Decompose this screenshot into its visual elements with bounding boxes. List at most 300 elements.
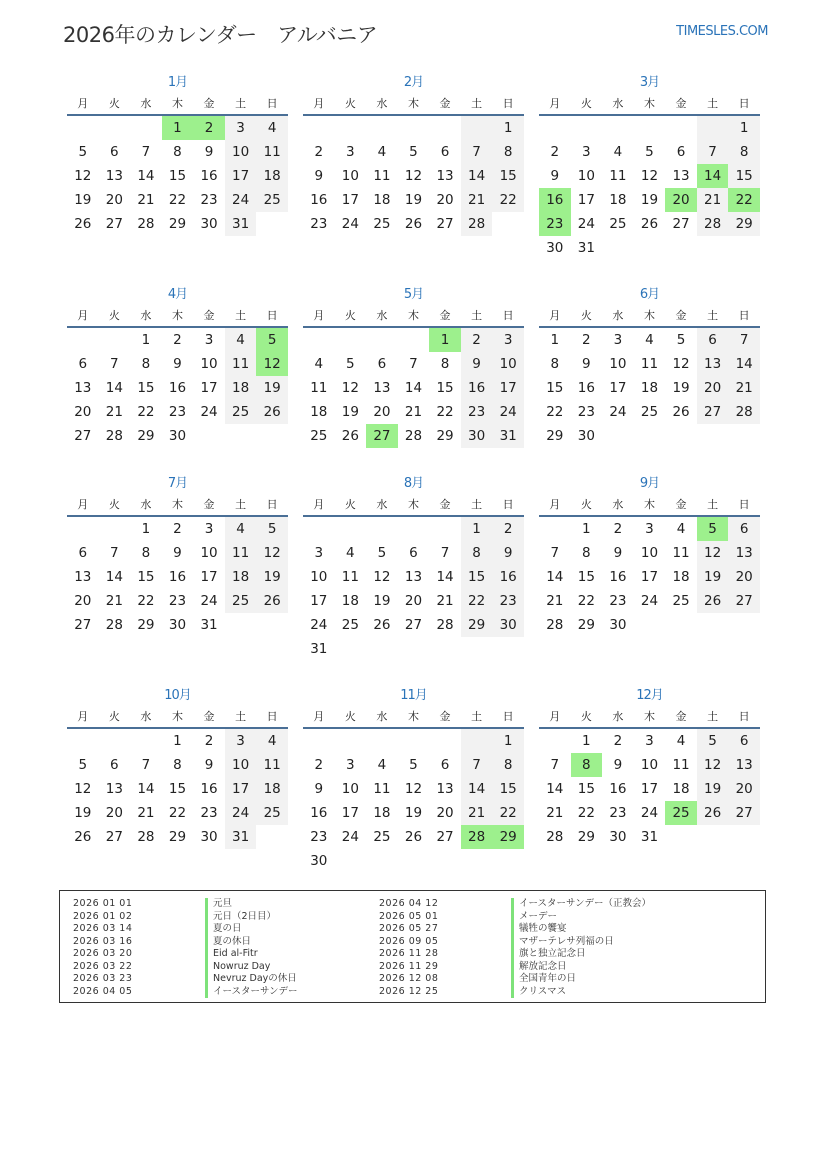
day-cell[interactable]: 11 <box>310 380 328 396</box>
day-cell[interactable]: 23 <box>200 192 218 208</box>
day-cell[interactable]: 16 <box>609 781 627 797</box>
day-cell[interactable]: 29 <box>577 829 595 845</box>
day-cell[interactable]: 25 <box>665 801 697 825</box>
day-cell[interactable]: 19 <box>697 565 729 589</box>
day-cell[interactable]: 11 <box>256 753 288 777</box>
day-cell[interactable]: 1 <box>550 332 560 348</box>
day-cell[interactable]: 22 <box>137 404 155 420</box>
day-cell[interactable]: 23 <box>200 805 218 821</box>
day-cell[interactable]: 16 <box>461 376 493 400</box>
day-cell[interactable]: 8 <box>440 356 450 372</box>
day-cell[interactable]: 27 <box>366 424 398 448</box>
day-cell[interactable]: 22 <box>492 801 524 825</box>
day-cell[interactable]: 4 <box>314 356 324 372</box>
day-cell[interactable]: 28 <box>105 617 123 633</box>
day-cell[interactable]: 30 <box>168 428 187 444</box>
day-cell[interactable]: 19 <box>640 192 659 208</box>
day-cell[interactable]: 29 <box>492 825 524 849</box>
day-cell[interactable]: 25 <box>310 428 328 444</box>
day-cell[interactable]: 30 <box>609 617 627 633</box>
day-cell[interactable]: 24 <box>341 829 359 845</box>
day-cell[interactable]: 17 <box>492 376 524 400</box>
day-cell[interactable]: 15 <box>577 569 595 585</box>
day-cell[interactable]: 3 <box>346 144 355 160</box>
day-cell[interactable]: 30 <box>492 613 524 637</box>
day-cell[interactable]: 3 <box>645 733 654 749</box>
day-cell[interactable]: 2 <box>314 757 324 773</box>
day-cell[interactable]: 20 <box>404 593 423 609</box>
day-cell[interactable]: 16 <box>200 781 218 797</box>
day-cell[interactable]: 11 <box>225 541 257 565</box>
day-cell[interactable]: 14 <box>137 781 155 797</box>
day-cell[interactable]: 22 <box>577 805 595 821</box>
day-cell[interactable]: 18 <box>341 593 359 609</box>
day-cell[interactable]: 22 <box>436 404 454 420</box>
day-cell[interactable]: 14 <box>546 781 564 797</box>
day-cell[interactable]: 26 <box>256 589 288 613</box>
day-cell[interactable]: 18 <box>225 565 257 589</box>
day-cell[interactable]: 26 <box>697 589 729 613</box>
day-cell[interactable]: 16 <box>200 168 218 184</box>
day-cell[interactable]: 22 <box>168 192 187 208</box>
day-cell[interactable]: 20 <box>728 777 760 801</box>
day-cell[interactable]: 7 <box>110 356 119 372</box>
day-cell[interactable]: 1 <box>429 328 461 352</box>
day-cell[interactable]: 12 <box>697 753 729 777</box>
day-cell[interactable]: 8 <box>571 753 603 777</box>
day-cell[interactable]: 17 <box>577 192 595 208</box>
day-cell[interactable]: 28 <box>137 216 155 232</box>
day-cell[interactable]: 4 <box>346 545 355 561</box>
day-cell[interactable]: 8 <box>492 753 524 777</box>
day-cell[interactable]: 16 <box>609 569 627 585</box>
day-cell[interactable]: 17 <box>609 380 627 396</box>
day-cell[interactable]: 2 <box>204 733 214 749</box>
day-cell[interactable]: 3 <box>613 332 623 348</box>
day-cell[interactable]: 10 <box>200 356 218 372</box>
day-cell[interactable]: 28 <box>404 428 423 444</box>
day-cell[interactable]: 16 <box>168 569 187 585</box>
day-cell[interactable]: 18 <box>256 777 288 801</box>
day-cell[interactable]: 6 <box>377 356 387 372</box>
day-cell[interactable]: 1 <box>141 332 151 348</box>
day-cell[interactable]: 20 <box>436 805 454 821</box>
day-cell[interactable]: 28 <box>436 617 454 633</box>
day-cell[interactable]: 25 <box>373 216 391 232</box>
day-cell[interactable]: 4 <box>256 116 288 140</box>
day-cell[interactable]: 16 <box>577 380 595 396</box>
day-cell[interactable]: 18 <box>640 380 659 396</box>
day-cell[interactable]: 8 <box>461 541 493 565</box>
day-cell[interactable]: 4 <box>645 332 654 348</box>
day-cell[interactable]: 10 <box>200 545 218 561</box>
day-cell[interactable]: 25 <box>256 188 288 212</box>
day-cell[interactable]: 27 <box>672 216 690 232</box>
day-cell[interactable]: 13 <box>672 168 690 184</box>
day-cell[interactable]: 4 <box>676 733 686 749</box>
day-cell[interactable]: 5 <box>78 757 88 773</box>
day-cell[interactable]: 13 <box>728 541 760 565</box>
day-cell[interactable]: 17 <box>341 805 359 821</box>
day-cell[interactable]: 14 <box>728 352 760 376</box>
day-cell[interactable]: 30 <box>546 240 564 256</box>
day-cell[interactable]: 5 <box>78 144 88 160</box>
day-cell[interactable]: 27 <box>404 617 423 633</box>
day-cell[interactable]: 17 <box>640 569 659 585</box>
day-cell[interactable]: 13 <box>373 380 391 396</box>
day-cell[interactable]: 10 <box>225 753 257 777</box>
day-cell[interactable]: 23 <box>609 805 627 821</box>
day-cell[interactable]: 8 <box>582 545 591 561</box>
day-cell[interactable]: 13 <box>697 352 729 376</box>
day-cell[interactable]: 2 <box>492 517 524 541</box>
day-cell[interactable]: 3 <box>314 545 324 561</box>
day-cell[interactable]: 15 <box>168 781 187 797</box>
day-cell[interactable]: 4 <box>225 517 257 541</box>
day-cell[interactable]: 9 <box>550 168 560 184</box>
day-cell[interactable]: 15 <box>728 164 760 188</box>
day-cell[interactable]: 17 <box>225 164 257 188</box>
day-cell[interactable]: 24 <box>609 404 627 420</box>
day-cell[interactable]: 23 <box>461 400 493 424</box>
day-cell[interactable]: 31 <box>640 829 659 845</box>
day-cell[interactable]: 20 <box>373 404 391 420</box>
day-cell[interactable]: 16 <box>168 380 187 396</box>
day-cell[interactable]: 21 <box>546 593 564 609</box>
day-cell[interactable]: 14 <box>105 569 123 585</box>
day-cell[interactable]: 19 <box>256 376 288 400</box>
day-cell[interactable]: 1 <box>728 116 760 140</box>
day-cell[interactable]: 9 <box>492 541 524 565</box>
day-cell[interactable]: 25 <box>225 400 257 424</box>
day-cell[interactable]: 6 <box>409 545 418 561</box>
day-cell[interactable]: 9 <box>314 781 324 797</box>
day-cell[interactable]: 8 <box>728 140 760 164</box>
day-cell[interactable]: 12 <box>672 356 690 372</box>
day-cell[interactable]: 6 <box>78 545 88 561</box>
day-cell[interactable]: 1 <box>141 521 151 537</box>
day-cell[interactable]: 29 <box>461 613 493 637</box>
day-cell[interactable]: 31 <box>225 212 257 236</box>
day-cell[interactable]: 25 <box>225 589 257 613</box>
day-cell[interactable]: 30 <box>609 829 627 845</box>
day-cell[interactable]: 15 <box>577 781 595 797</box>
day-cell[interactable]: 13 <box>436 168 454 184</box>
day-cell[interactable]: 15 <box>436 380 454 396</box>
day-cell[interactable]: 28 <box>546 617 564 633</box>
day-cell[interactable]: 12 <box>373 569 391 585</box>
day-cell[interactable]: 5 <box>256 517 288 541</box>
day-cell[interactable]: 12 <box>74 168 92 184</box>
day-cell[interactable]: 8 <box>492 140 524 164</box>
day-cell[interactable]: 21 <box>105 404 123 420</box>
day-cell[interactable]: 3 <box>204 332 214 348</box>
day-cell[interactable]: 19 <box>404 192 423 208</box>
day-cell[interactable]: 3 <box>204 521 214 537</box>
day-cell[interactable]: 6 <box>440 144 450 160</box>
day-cell[interactable]: 11 <box>341 569 359 585</box>
day-cell[interactable]: 7 <box>461 140 493 164</box>
day-cell[interactable]: 19 <box>672 380 690 396</box>
day-cell[interactable]: 8 <box>141 356 151 372</box>
day-cell[interactable]: 10 <box>609 356 627 372</box>
day-cell[interactable]: 27 <box>74 428 92 444</box>
day-cell[interactable]: 7 <box>141 144 151 160</box>
day-cell[interactable]: 26 <box>672 404 690 420</box>
day-cell[interactable]: 8 <box>173 144 182 160</box>
day-cell[interactable]: 11 <box>225 352 257 376</box>
day-cell[interactable]: 9 <box>173 356 182 372</box>
day-cell[interactable]: 25 <box>256 801 288 825</box>
day-cell[interactable]: 13 <box>404 569 423 585</box>
day-cell[interactable]: 2 <box>173 332 182 348</box>
day-cell[interactable]: 21 <box>137 192 155 208</box>
day-cell[interactable]: 19 <box>74 192 92 208</box>
day-cell[interactable]: 27 <box>728 589 760 613</box>
day-cell[interactable]: 25 <box>609 216 627 232</box>
day-cell[interactable]: 21 <box>137 805 155 821</box>
day-cell[interactable]: 21 <box>546 805 564 821</box>
day-cell[interactable]: 12 <box>74 781 92 797</box>
day-cell[interactable]: 24 <box>200 404 218 420</box>
day-cell[interactable]: 7 <box>550 757 560 773</box>
day-cell[interactable]: 18 <box>373 805 391 821</box>
day-cell[interactable]: 1 <box>492 116 524 140</box>
day-cell[interactable]: 18 <box>310 404 328 420</box>
day-cell[interactable]: 13 <box>74 380 92 396</box>
day-cell[interactable]: 7 <box>440 545 450 561</box>
day-cell[interactable]: 7 <box>409 356 418 372</box>
day-cell[interactable]: 9 <box>461 352 493 376</box>
day-cell[interactable]: 28 <box>728 400 760 424</box>
day-cell[interactable]: 19 <box>697 777 729 801</box>
day-cell[interactable]: 10 <box>341 781 359 797</box>
day-cell[interactable]: 16 <box>310 192 328 208</box>
day-cell[interactable]: 2 <box>314 144 324 160</box>
day-cell[interactable]: 5 <box>409 144 418 160</box>
day-cell[interactable]: 4 <box>256 729 288 753</box>
day-cell[interactable]: 13 <box>436 781 454 797</box>
day-cell[interactable]: 16 <box>492 565 524 589</box>
day-cell[interactable]: 4 <box>676 521 686 537</box>
day-cell[interactable]: 11 <box>672 757 690 773</box>
day-cell[interactable]: 9 <box>582 356 591 372</box>
day-cell[interactable]: 2 <box>173 521 182 537</box>
day-cell[interactable]: 4 <box>377 757 387 773</box>
day-cell[interactable]: 5 <box>645 144 654 160</box>
day-cell[interactable]: 1 <box>173 733 182 749</box>
day-cell[interactable]: 19 <box>74 805 92 821</box>
day-cell[interactable]: 23 <box>577 404 595 420</box>
day-cell[interactable]: 24 <box>492 400 524 424</box>
day-cell[interactable]: 19 <box>256 565 288 589</box>
day-cell[interactable]: 23 <box>310 829 328 845</box>
day-cell[interactable]: 17 <box>310 593 328 609</box>
day-cell[interactable]: 20 <box>74 404 92 420</box>
day-cell[interactable]: 3 <box>492 328 524 352</box>
day-cell[interactable]: 18 <box>373 192 391 208</box>
day-cell[interactable]: 26 <box>373 617 391 633</box>
day-cell[interactable]: 16 <box>539 188 571 212</box>
brand-logo-text[interactable]: TIMESLES.COM <box>676 24 768 39</box>
day-cell[interactable]: 21 <box>404 404 423 420</box>
day-cell[interactable]: 26 <box>256 400 288 424</box>
day-cell[interactable]: 29 <box>137 428 155 444</box>
day-cell[interactable]: 7 <box>728 328 760 352</box>
day-cell[interactable]: 31 <box>310 641 328 657</box>
day-cell[interactable]: 5 <box>377 545 387 561</box>
day-cell[interactable]: 20 <box>105 805 123 821</box>
day-cell[interactable]: 22 <box>168 805 187 821</box>
day-cell[interactable]: 8 <box>550 356 560 372</box>
day-cell[interactable]: 25 <box>341 617 359 633</box>
day-cell[interactable]: 19 <box>341 404 359 420</box>
day-cell[interactable]: 3 <box>645 521 654 537</box>
day-cell[interactable]: 27 <box>436 829 454 845</box>
day-cell[interactable]: 16 <box>310 805 328 821</box>
day-cell[interactable]: 11 <box>373 781 391 797</box>
day-cell[interactable]: 15 <box>546 380 564 396</box>
day-cell[interactable]: 1 <box>461 517 493 541</box>
day-cell[interactable]: 24 <box>640 805 659 821</box>
day-cell[interactable]: 4 <box>225 328 257 352</box>
day-cell[interactable]: 22 <box>137 593 155 609</box>
day-cell[interactable]: 20 <box>74 593 92 609</box>
day-cell[interactable]: 29 <box>546 428 564 444</box>
day-cell[interactable]: 12 <box>341 380 359 396</box>
day-cell[interactable]: 24 <box>225 188 257 212</box>
day-cell[interactable]: 27 <box>105 216 123 232</box>
day-cell[interactable]: 29 <box>577 617 595 633</box>
day-cell[interactable]: 6 <box>697 328 729 352</box>
day-cell[interactable]: 9 <box>173 545 182 561</box>
day-cell[interactable]: 10 <box>341 168 359 184</box>
day-cell[interactable]: 7 <box>697 140 729 164</box>
day-cell[interactable]: 21 <box>728 376 760 400</box>
day-cell[interactable]: 30 <box>168 617 187 633</box>
day-cell[interactable]: 17 <box>225 777 257 801</box>
day-cell[interactable]: 2 <box>193 116 225 140</box>
day-cell[interactable]: 19 <box>404 805 423 821</box>
day-cell[interactable]: 26 <box>341 428 359 444</box>
day-cell[interactable]: 2 <box>582 332 591 348</box>
day-cell[interactable]: 29 <box>728 212 760 236</box>
day-cell[interactable]: 14 <box>105 380 123 396</box>
day-cell[interactable]: 17 <box>200 569 218 585</box>
day-cell[interactable]: 14 <box>137 168 155 184</box>
day-cell[interactable]: 10 <box>577 168 595 184</box>
day-cell[interactable]: 15 <box>492 777 524 801</box>
day-cell[interactable]: 14 <box>461 777 493 801</box>
day-cell[interactable]: 17 <box>200 380 218 396</box>
day-cell[interactable]: 2 <box>461 328 493 352</box>
day-cell[interactable]: 2 <box>613 521 623 537</box>
day-cell[interactable]: 31 <box>200 617 218 633</box>
day-cell[interactable]: 14 <box>436 569 454 585</box>
day-cell[interactable]: 10 <box>492 352 524 376</box>
day-cell[interactable]: 28 <box>546 829 564 845</box>
day-cell[interactable]: 18 <box>672 781 690 797</box>
day-cell[interactable]: 21 <box>436 593 454 609</box>
day-cell[interactable]: 5 <box>676 332 686 348</box>
day-cell[interactable]: 1 <box>162 116 194 140</box>
day-cell[interactable]: 4 <box>377 144 387 160</box>
day-cell[interactable]: 27 <box>697 400 729 424</box>
day-cell[interactable]: 1 <box>582 733 591 749</box>
day-cell[interactable]: 24 <box>225 801 257 825</box>
day-cell[interactable]: 22 <box>728 188 760 212</box>
day-cell[interactable]: 8 <box>141 545 151 561</box>
day-cell[interactable]: 14 <box>404 380 423 396</box>
day-cell[interactable]: 22 <box>492 188 524 212</box>
day-cell[interactable]: 4 <box>613 144 623 160</box>
day-cell[interactable]: 3 <box>225 729 257 753</box>
day-cell[interactable]: 10 <box>640 545 659 561</box>
day-cell[interactable]: 11 <box>640 356 659 372</box>
day-cell[interactable]: 5 <box>697 517 729 541</box>
day-cell[interactable]: 30 <box>461 424 493 448</box>
day-cell[interactable]: 17 <box>640 781 659 797</box>
day-cell[interactable]: 3 <box>225 116 257 140</box>
day-cell[interactable]: 9 <box>204 144 214 160</box>
day-cell[interactable]: 2 <box>613 733 623 749</box>
day-cell[interactable]: 29 <box>168 216 187 232</box>
day-cell[interactable]: 6 <box>110 757 119 773</box>
day-cell[interactable]: 18 <box>225 376 257 400</box>
day-cell[interactable]: 18 <box>256 164 288 188</box>
day-cell[interactable]: 14 <box>461 164 493 188</box>
day-cell[interactable]: 1 <box>492 729 524 753</box>
day-cell[interactable]: 12 <box>256 352 288 376</box>
day-cell[interactable]: 6 <box>676 144 686 160</box>
day-cell[interactable]: 30 <box>577 428 595 444</box>
day-cell[interactable]: 5 <box>409 757 418 773</box>
day-cell[interactable]: 24 <box>341 216 359 232</box>
day-cell[interactable]: 23 <box>310 216 328 232</box>
day-cell[interactable]: 6 <box>110 144 119 160</box>
day-cell[interactable]: 30 <box>310 853 328 869</box>
day-cell[interactable]: 11 <box>256 140 288 164</box>
day-cell[interactable]: 12 <box>697 541 729 565</box>
day-cell[interactable]: 11 <box>672 545 690 561</box>
day-cell[interactable]: 3 <box>582 144 591 160</box>
day-cell[interactable]: 20 <box>665 188 697 212</box>
day-cell[interactable]: 6 <box>728 729 760 753</box>
day-cell[interactable]: 23 <box>609 593 627 609</box>
day-cell[interactable]: 15 <box>137 569 155 585</box>
day-cell[interactable]: 22 <box>577 593 595 609</box>
day-cell[interactable]: 21 <box>105 593 123 609</box>
day-cell[interactable]: 27 <box>74 617 92 633</box>
day-cell[interactable]: 3 <box>346 757 355 773</box>
day-cell[interactable]: 10 <box>640 757 659 773</box>
day-cell[interactable]: 31 <box>225 825 257 849</box>
day-cell[interactable]: 20 <box>728 565 760 589</box>
day-cell[interactable]: 17 <box>341 192 359 208</box>
day-cell[interactable]: 6 <box>78 356 88 372</box>
day-cell[interactable]: 13 <box>105 781 123 797</box>
day-cell[interactable]: 14 <box>697 164 729 188</box>
day-cell[interactable]: 6 <box>728 517 760 541</box>
day-cell[interactable]: 11 <box>609 168 627 184</box>
day-cell[interactable]: 10 <box>225 140 257 164</box>
day-cell[interactable]: 5 <box>256 328 288 352</box>
day-cell[interactable]: 24 <box>200 593 218 609</box>
day-cell[interactable]: 9 <box>204 757 214 773</box>
day-cell[interactable]: 12 <box>404 168 423 184</box>
day-cell[interactable]: 5 <box>346 356 355 372</box>
day-cell[interactable]: 8 <box>173 757 182 773</box>
